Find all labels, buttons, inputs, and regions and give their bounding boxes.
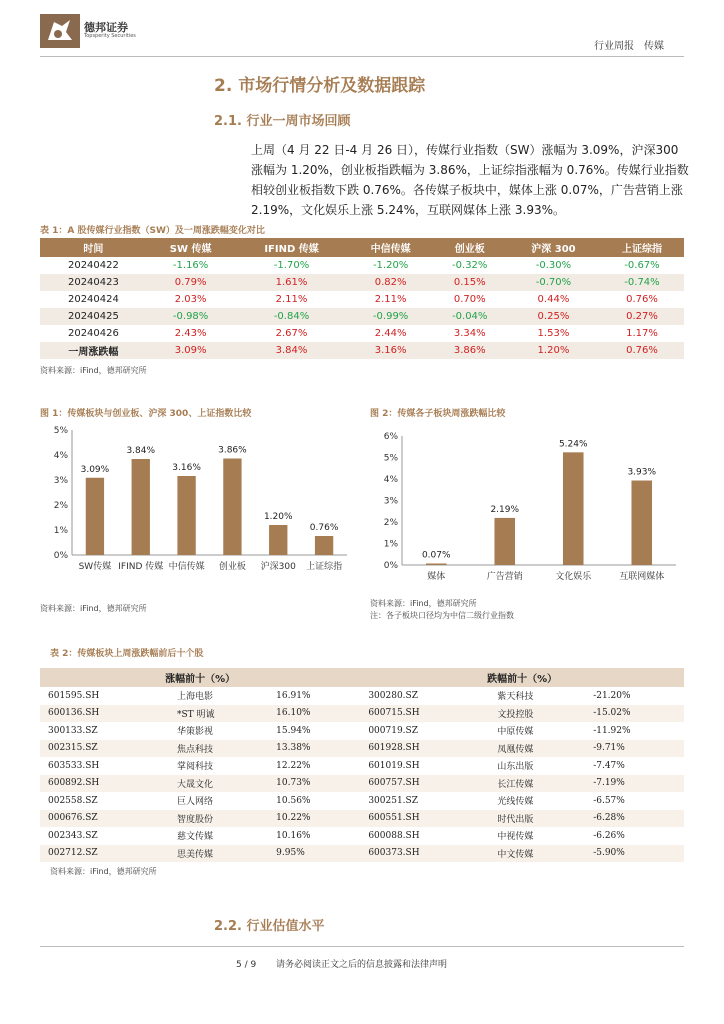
- table-cell: 002343.SZ: [48, 830, 98, 841]
- y-tick-label: 3%: [383, 496, 398, 507]
- table-cell: 焦点科技: [169, 740, 268, 758]
- disclaimer: 请务必阅读正文之后的信息披露和法律声明: [275, 960, 447, 970]
- table-cell: 3.84%: [234, 342, 348, 359]
- table-cell: -0.32%: [433, 257, 507, 274]
- table-cell: 600892.SH: [40, 775, 169, 793]
- table-cell: -0.98%: [147, 308, 235, 325]
- table-cell: -6.28%: [585, 810, 684, 828]
- table-cell: -7.47%: [593, 760, 625, 771]
- bar: [563, 452, 584, 565]
- table-cell: 0.70%: [433, 291, 507, 308]
- company-logo: [40, 14, 80, 48]
- table-cell: 文投控股: [489, 705, 585, 723]
- table-cell: 凤凰传媒: [489, 740, 585, 758]
- table-cell: 002315.SZ: [40, 740, 169, 758]
- table-cell: 0.79%: [147, 274, 235, 291]
- table-cell: 0.27%: [600, 308, 684, 325]
- table-cell: 华策影视: [177, 727, 214, 738]
- table-row: [40, 257, 684, 274]
- table-cell: 山东出版: [497, 762, 534, 773]
- table-cell: 大晟文化: [169, 775, 268, 793]
- table-cell: 20240425: [40, 308, 147, 325]
- x-tick-label: 媒体: [427, 572, 446, 582]
- table-cell: 智度股份: [169, 810, 268, 828]
- table-cell: 002712.SZ: [40, 845, 169, 863]
- paragraph-text: 上周（4 月 22 日-4 月 26 日），传媒行业指数（SW）涨幅为 3.09%，沪深300 涨幅为 1.20%，创业板指跌幅为 3.86%，上证综指涨幅为 0.76%。传媒行业指数相较创业板指数下跌 0.76%。各传媒子板块中，媒体上涨 0.07%，广告营销上涨 2.19%，文化娱乐上涨 5.24%，互联网媒体上涨 3.93%。: [251, 143, 689, 217]
- table-row: [40, 705, 684, 723]
- chart1-source: 资料来源：iFind，德邦研究所: [40, 604, 147, 613]
- table-cell: 601595.SH: [48, 690, 100, 701]
- table-cell: 3.16%: [349, 342, 433, 359]
- table1-col-header: IFIND 传媒: [234, 238, 348, 257]
- table-row: [40, 810, 684, 828]
- table-cell: 10.22%: [268, 810, 360, 828]
- table-cell: -5.90%: [585, 845, 684, 863]
- table-cell: 13.38%: [268, 740, 360, 758]
- data-label: 0.76%: [309, 523, 339, 533]
- page-number: 5 / 9: [236, 960, 257, 970]
- table-cell: 20240422: [40, 257, 147, 274]
- x-tick-label: 文化娱乐: [555, 572, 592, 582]
- bar: [315, 536, 333, 555]
- table-cell: 1.17%: [600, 325, 684, 342]
- brand-english: Topsperity Securities: [84, 33, 136, 39]
- table-cell: -0.30%: [507, 257, 600, 274]
- table-cell: 慈文传媒: [177, 832, 214, 843]
- table-cell: 掌阅科技: [177, 762, 214, 773]
- table-cell: -0.74%: [600, 274, 684, 291]
- table-cell: 中文传媒: [489, 845, 585, 863]
- table-cell: 0.15%: [433, 274, 507, 291]
- chart2-title: 图 2：传媒各子板块周涨跌幅比较: [370, 409, 506, 419]
- table-row: [40, 845, 684, 863]
- y-tick-label: 2%: [53, 501, 68, 511]
- brand-name: 德邦证券: [84, 21, 128, 34]
- table-cell: 长江传媒: [489, 775, 585, 793]
- index-comparison-table: [40, 238, 684, 359]
- table-cell: 300133.SZ: [48, 725, 98, 736]
- table-cell: -1.16%: [147, 257, 235, 274]
- market-review-paragraph: [251, 140, 691, 220]
- y-tick-label: 2%: [383, 518, 398, 528]
- y-tick-label: 3%: [53, 476, 68, 486]
- x-tick-label: 沪深300: [260, 562, 296, 572]
- table-cell: 紫天科技: [497, 692, 534, 703]
- data-label: 3.16%: [172, 463, 201, 473]
- x-tick-label: 上证综指: [306, 562, 343, 572]
- table-cell: 16.91%: [276, 690, 311, 701]
- table-cell: 2.67%: [234, 325, 348, 342]
- table-cell: -0.84%: [234, 308, 348, 325]
- table-cell: 600373.SH: [360, 845, 489, 863]
- y-tick-label: 1%: [383, 539, 398, 550]
- table-cell: 15.94%: [276, 725, 311, 736]
- table-cell: 1.53%: [507, 325, 600, 342]
- table-cell: 20240423: [40, 274, 147, 291]
- table-row: [40, 274, 684, 291]
- table-cell: 16.10%: [268, 705, 360, 723]
- footer: [236, 957, 447, 970]
- table1-col-header: 时间: [40, 238, 147, 257]
- table-cell: 603533.SH: [48, 760, 100, 771]
- table-cell: -0.67%: [600, 257, 684, 274]
- y-tick-label: 0%: [383, 561, 398, 571]
- table-cell: 0.25%: [507, 308, 600, 325]
- table-cell: 0.82%: [349, 274, 433, 291]
- table1-col-header: 中信传媒: [349, 238, 433, 257]
- y-tick-label: 5%: [383, 453, 398, 464]
- x-tick-label: 互联网媒体: [619, 572, 665, 582]
- header-divider: [40, 56, 684, 57]
- table-cell: 002558.SZ: [48, 795, 98, 806]
- table-cell: 3.86%: [433, 342, 507, 359]
- table1-col-header: 上证综指: [600, 238, 684, 257]
- table-cell: 600136.SH: [40, 705, 169, 723]
- table-row: [40, 342, 684, 359]
- x-tick-label: SW传媒: [78, 562, 112, 572]
- table-cell: 600088.SH: [368, 830, 420, 841]
- top-bottom-stocks-table: [40, 668, 684, 862]
- table-cell: -0.99%: [349, 308, 433, 325]
- table1-header-row: [40, 238, 684, 257]
- table-cell: 2.11%: [234, 291, 348, 308]
- table-cell: 9.95%: [268, 845, 360, 863]
- table-cell: 1.61%: [234, 274, 348, 291]
- data-label: 2.19%: [490, 504, 520, 515]
- y-tick-label: 4%: [53, 451, 68, 461]
- table-cell: 300251.SZ: [368, 795, 418, 806]
- table-cell: 000676.SZ: [40, 810, 169, 828]
- subsection-title-1: 2.1. 行业一周市场回顾: [214, 114, 351, 129]
- table-cell: -7.19%: [585, 775, 684, 793]
- y-tick-label: 4%: [383, 475, 398, 485]
- table-cell: -1.20%: [349, 257, 433, 274]
- table-cell: 1.20%: [507, 342, 600, 359]
- table-row: [40, 792, 684, 810]
- table-cell: 中视传媒: [497, 832, 534, 843]
- table-cell: 3.09%: [147, 342, 235, 359]
- chart2-source: 资料来源：iFind，德邦研究所: [370, 599, 477, 608]
- bar: [223, 459, 241, 556]
- y-tick-label: 6%: [383, 432, 398, 442]
- table-cell: 601928.SH: [360, 740, 489, 758]
- data-label: 0.07%: [421, 550, 451, 561]
- table-cell: 0.76%: [600, 342, 684, 359]
- chart2-bar-chart: [370, 418, 684, 593]
- data-label: 3.09%: [80, 464, 110, 475]
- table1-col-header: 创业板: [433, 238, 507, 257]
- table2-source: 资料来源：iFind，德邦研究所: [50, 867, 157, 876]
- table-cell: 20240426: [40, 325, 147, 342]
- table-cell: 0.76%: [600, 291, 684, 308]
- bar: [494, 518, 515, 565]
- table-row: [40, 325, 684, 342]
- table-cell: -0.70%: [507, 274, 600, 291]
- table-cell: 思美传媒: [169, 845, 268, 863]
- table-cell: 600757.SH: [360, 775, 489, 793]
- table-cell: 000719.SZ: [368, 725, 418, 736]
- bar: [132, 459, 150, 555]
- table-cell: -9.71%: [585, 740, 684, 758]
- table-cell: 10.56%: [276, 795, 311, 806]
- table-cell: 20240424: [40, 291, 147, 308]
- table-cell: 10.16%: [276, 830, 311, 841]
- table-cell: 巨人网络: [177, 797, 214, 808]
- subsection-title-2: 2.2. 行业估值水平: [214, 919, 325, 934]
- table-cell: -6.26%: [593, 830, 625, 841]
- table-cell: 0.44%: [507, 291, 600, 308]
- x-tick-label: IFIND 传媒: [118, 562, 164, 572]
- table-row: [40, 722, 684, 740]
- table2-header-up: 涨幅前十（%）: [40, 668, 360, 687]
- table-cell: -6.57%: [593, 795, 625, 806]
- y-tick-label: 0%: [53, 551, 68, 561]
- data-label: 1.20%: [263, 512, 293, 522]
- report-type: 行业周报 传媒: [594, 41, 664, 52]
- table1-source: 资料来源：iFind，德邦研究所: [40, 366, 147, 375]
- table-cell: 10.73%: [268, 775, 360, 793]
- table-row: [40, 775, 684, 793]
- table-cell: -21.20%: [593, 690, 631, 701]
- data-label: 3.86%: [218, 445, 247, 456]
- data-label: 5.24%: [558, 439, 588, 450]
- table-cell: 光线传媒: [497, 797, 534, 808]
- table-cell: -1.70%: [234, 257, 348, 274]
- chart2-note: 注：各子板块口径均为中信二级行业指数: [370, 611, 514, 620]
- table-cell: 2.03%: [147, 291, 235, 308]
- y-tick-label: 1%: [53, 526, 68, 536]
- table-row: [40, 687, 684, 705]
- table-row: [40, 308, 684, 325]
- table2-caption: 表 2：传媒板块上周涨跌幅前后十个股: [50, 649, 204, 659]
- x-tick-label: 广告营销: [486, 572, 523, 582]
- table-cell: -15.02%: [585, 705, 684, 723]
- table-row: [40, 291, 684, 308]
- chart1-title: 图 1：传媒板块与创业板、沪深 300、上证指数比较: [40, 409, 252, 419]
- footer-divider: [40, 946, 684, 947]
- chart1-bar-chart: [40, 418, 355, 593]
- table2-header-down: 跌幅前十（%）: [360, 668, 684, 687]
- table-cell: 3.34%: [433, 325, 507, 342]
- table-cell: 601019.SH: [368, 760, 420, 771]
- table-cell: 2.44%: [349, 325, 433, 342]
- bar: [269, 525, 287, 555]
- x-tick-label: 中信传媒: [168, 562, 205, 572]
- table2-header-row: [40, 668, 684, 687]
- bar: [86, 478, 104, 555]
- bar: [426, 563, 447, 565]
- table-cell: 上海电影: [177, 692, 214, 703]
- table-row: [40, 740, 684, 758]
- section-title: 2. 市场行情分析及数据跟踪: [214, 76, 426, 96]
- data-label: 3.93%: [627, 467, 657, 478]
- bar: [177, 476, 195, 555]
- table-cell: 2.11%: [349, 291, 433, 308]
- table-cell: 一周涨跌幅: [40, 342, 147, 359]
- bar: [631, 481, 652, 565]
- table-row: [40, 757, 684, 775]
- data-label: 3.84%: [126, 446, 156, 456]
- x-tick-label: 创业板: [218, 562, 246, 572]
- table-cell: *ST 明诚: [169, 705, 268, 723]
- table1-col-header: 沪深 300: [507, 238, 600, 257]
- y-tick-label: 5%: [53, 426, 68, 436]
- table-cell: 中原传媒: [497, 727, 534, 738]
- table-cell: 300280.SZ: [368, 690, 418, 701]
- table-cell: -0.04%: [433, 308, 507, 325]
- table-cell: 600715.SH: [360, 705, 489, 723]
- table1-col-header: SW 传媒: [147, 238, 235, 257]
- table-cell: -11.92%: [593, 725, 631, 736]
- table1-caption: 表 1：A 股传媒行业指数（SW）及一周涨跌幅变化对比: [40, 226, 265, 236]
- table-row: [40, 827, 684, 845]
- table-cell: 时代出版: [489, 810, 585, 828]
- table-cell: 2.43%: [147, 325, 235, 342]
- table-cell: 12.22%: [276, 760, 311, 771]
- table-cell: 600551.SH: [360, 810, 489, 828]
